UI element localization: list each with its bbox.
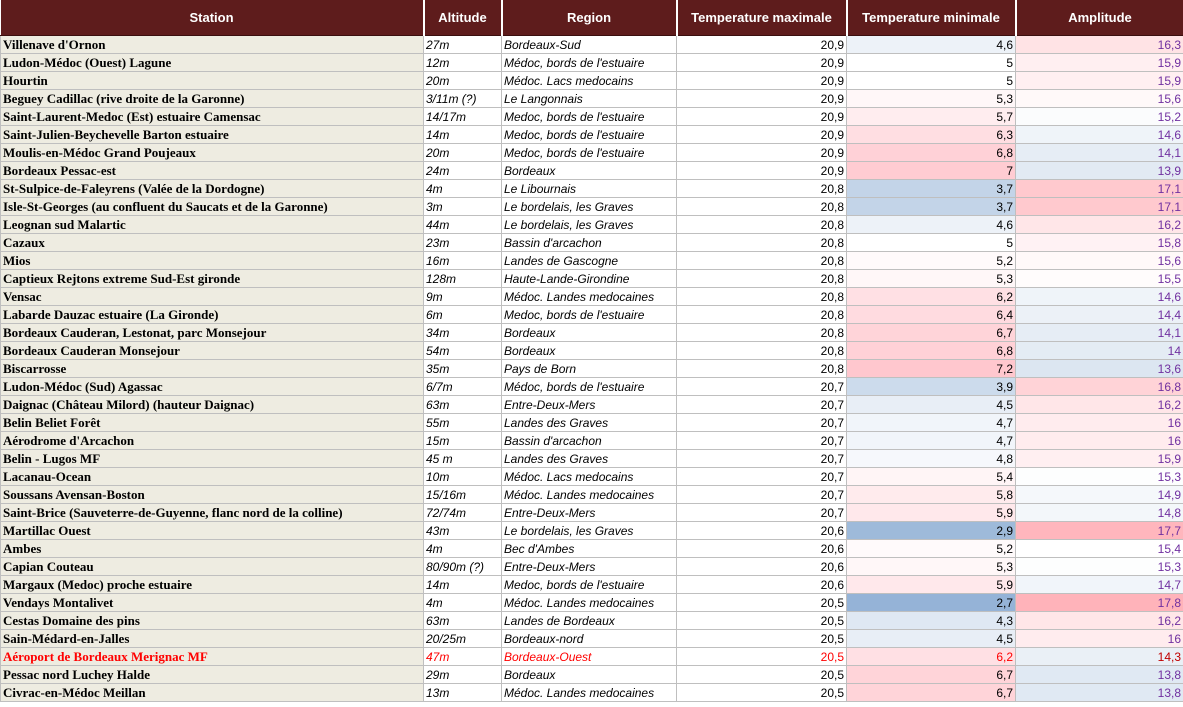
cell-temperature-max[interactable]: 20,9	[677, 144, 847, 162]
table-row	[1, 54, 1183, 72]
cell-region[interactable]: Medoc, bords de l'estuaire	[502, 306, 677, 324]
cell-amplitude[interactable]: 15,9	[1016, 450, 1183, 468]
cell-amplitude[interactable]: 15,3	[1016, 468, 1183, 486]
cell-region[interactable]: Bordeaux	[502, 162, 677, 180]
cell-region[interactable]: Landes des Graves	[502, 450, 677, 468]
table-row	[1, 684, 1183, 702]
cell-temperature-min[interactable]: 5,3	[847, 558, 1016, 576]
table-row	[1, 504, 1183, 522]
cell-altitude[interactable]: 44m	[424, 216, 502, 234]
column-header-temperature-min[interactable]: Temperature minimale	[847, 0, 1016, 36]
cell-station[interactable]: Hourtin	[1, 72, 424, 90]
cell-amplitude[interactable]: 14,1	[1016, 324, 1183, 342]
column-header-station[interactable]: Station	[1, 0, 424, 36]
cell-region[interactable]: Médoc. Landes medocaines	[502, 594, 677, 612]
table-row	[1, 126, 1183, 144]
cell-temperature-min[interactable]: 5,8	[847, 486, 1016, 504]
cell-station[interactable]: Labarde Dauzac estuaire (La Gironde)	[1, 306, 424, 324]
cell-temperature-max[interactable]: 20,7	[677, 450, 847, 468]
cell-temperature-max[interactable]: 20,8	[677, 198, 847, 216]
cell-temperature-max[interactable]: 20,7	[677, 414, 847, 432]
cell-amplitude[interactable]: 15,5	[1016, 270, 1183, 288]
cell-station[interactable]: Cestas Domaine des pins	[1, 612, 424, 630]
cell-temperature-min[interactable]: 6,2	[847, 288, 1016, 306]
cell-altitude[interactable]: 54m	[424, 342, 502, 360]
cell-station[interactable]: Daignac (Château Milord) (hauteur Daignac)	[1, 396, 424, 414]
cell-altitude[interactable]: 9m	[424, 288, 502, 306]
cell-region[interactable]: Le bordelais, les Graves	[502, 216, 677, 234]
cell-amplitude[interactable]: 14,1	[1016, 144, 1183, 162]
table-row	[1, 414, 1183, 432]
cell-temperature-max[interactable]: 20,5	[677, 594, 847, 612]
cell-station[interactable]: Beguey Cadillac (rive droite de la Garonne)	[1, 90, 424, 108]
cell-region[interactable]: Bassin d'arcachon	[502, 234, 677, 252]
cell-altitude[interactable]: 63m	[424, 396, 502, 414]
cell-region[interactable]: Médoc. Landes medocaines	[502, 288, 677, 306]
cell-amplitude[interactable]: 16	[1016, 630, 1183, 648]
table-row	[1, 378, 1183, 396]
table-row	[1, 144, 1183, 162]
cell-amplitude[interactable]: 14,8	[1016, 504, 1183, 522]
table-row	[1, 252, 1183, 270]
cell-temperature-min[interactable]: 7,2	[847, 360, 1016, 378]
cell-altitude[interactable]: 13m	[424, 684, 502, 702]
table-row	[1, 180, 1183, 198]
cell-region[interactable]: Entre-Deux-Mers	[502, 504, 677, 522]
cell-amplitude[interactable]: 14,4	[1016, 306, 1183, 324]
cell-amplitude[interactable]: 14,6	[1016, 126, 1183, 144]
cell-temperature-max[interactable]: 20,7	[677, 486, 847, 504]
cell-temperature-max[interactable]: 20,8	[677, 216, 847, 234]
cell-region[interactable]: Landes de Gascogne	[502, 252, 677, 270]
cell-amplitude[interactable]: 15,9	[1016, 72, 1183, 90]
table-row	[1, 342, 1183, 360]
table-row	[1, 288, 1183, 306]
cell-region[interactable]: Bordeaux-nord	[502, 630, 677, 648]
cell-altitude[interactable]: 27m	[424, 36, 502, 54]
cell-temperature-max[interactable]: 20,7	[677, 468, 847, 486]
cell-region[interactable]: Bec d'Ambes	[502, 540, 677, 558]
cell-temperature-max[interactable]: 20,9	[677, 72, 847, 90]
table-row	[1, 162, 1183, 180]
cell-temperature-min[interactable]: 5	[847, 54, 1016, 72]
cell-amplitude[interactable]: 13,9	[1016, 162, 1183, 180]
table-row	[1, 630, 1183, 648]
table-row	[1, 522, 1183, 540]
cell-station[interactable]: Belin Beliet Forêt	[1, 414, 424, 432]
cell-region[interactable]: Médoc, bords de l'estuaire	[502, 378, 677, 396]
cell-region[interactable]: Bordeaux-Sud	[502, 36, 677, 54]
cell-temperature-max[interactable]: 20,6	[677, 540, 847, 558]
cell-region[interactable]: Bordeaux	[502, 342, 677, 360]
cell-station[interactable]: Ambes	[1, 540, 424, 558]
cell-station[interactable]: Margaux (Medoc) proche estuaire	[1, 576, 424, 594]
cell-region[interactable]: Bordeaux-Ouest	[502, 648, 677, 666]
cell-temperature-min[interactable]: 4,5	[847, 396, 1016, 414]
cell-temperature-min[interactable]: 5,7	[847, 108, 1016, 126]
cell-temperature-min[interactable]: 5,2	[847, 252, 1016, 270]
table-row	[1, 432, 1183, 450]
cell-temperature-max[interactable]: 20,8	[677, 288, 847, 306]
cell-altitude[interactable]: 20m	[424, 72, 502, 90]
table-row	[1, 666, 1183, 684]
cell-altitude[interactable]: 24m	[424, 162, 502, 180]
cell-temperature-max[interactable]: 20,7	[677, 378, 847, 396]
cell-station[interactable]: Villenave d'Ornon	[1, 36, 424, 54]
table-row	[1, 468, 1183, 486]
cell-station[interactable]: Saint-Brice (Sauveterre-de-Guyenne, flanc nord de la colline)	[1, 504, 424, 522]
cell-temperature-max[interactable]: 20,8	[677, 270, 847, 288]
cell-temperature-max[interactable]: 20,9	[677, 36, 847, 54]
cell-temperature-max[interactable]: 20,9	[677, 162, 847, 180]
cell-region[interactable]: Haute-Lande-Girondine	[502, 270, 677, 288]
cell-amplitude[interactable]: 16,2	[1016, 216, 1183, 234]
cell-altitude[interactable]: 12m	[424, 54, 502, 72]
cell-station[interactable]: Belin - Lugos MF	[1, 450, 424, 468]
cell-altitude[interactable]: 80/90m (?)	[424, 558, 502, 576]
cell-station[interactable]: Civrac-en-Médoc Meillan	[1, 684, 424, 702]
cell-region[interactable]: Le bordelais, les Graves	[502, 198, 677, 216]
cell-temperature-max[interactable]: 20,9	[677, 90, 847, 108]
cell-temperature-min[interactable]: 3,9	[847, 378, 1016, 396]
cell-temperature-max[interactable]: 20,8	[677, 306, 847, 324]
cell-region[interactable]: Bordeaux	[502, 666, 677, 684]
cell-station[interactable]: Lacanau-Ocean	[1, 468, 424, 486]
cell-altitude[interactable]: 23m	[424, 234, 502, 252]
cell-temperature-max[interactable]: 20,9	[677, 54, 847, 72]
cell-temperature-max[interactable]: 20,5	[677, 630, 847, 648]
cell-station[interactable]: Vendays Montalivet	[1, 594, 424, 612]
cell-temperature-min[interactable]: 4,7	[847, 432, 1016, 450]
cell-amplitude[interactable]: 14,6	[1016, 288, 1183, 306]
cell-station[interactable]: Sain-Médard-en-Jalles	[1, 630, 424, 648]
cell-temperature-max[interactable]: 20,7	[677, 504, 847, 522]
cell-station[interactable]: Saint-Laurent-Medoc (Est) estuaire Camensac	[1, 108, 424, 126]
cell-temperature-min[interactable]: 5,9	[847, 504, 1016, 522]
table-row	[1, 90, 1183, 108]
cell-station[interactable]: Leognan sud Malartic	[1, 216, 424, 234]
cell-amplitude[interactable]: 16	[1016, 432, 1183, 450]
cell-temperature-max[interactable]: 20,8	[677, 180, 847, 198]
cell-temperature-max[interactable]: 20,5	[677, 648, 847, 666]
cell-station[interactable]: Bordeaux Cauderan Monsejour	[1, 342, 424, 360]
cell-station[interactable]: Martillac Ouest	[1, 522, 424, 540]
table-row	[1, 270, 1183, 288]
cell-temperature-min[interactable]: 6,7	[847, 324, 1016, 342]
cell-region[interactable]: Medoc, bords de l'estuaire	[502, 126, 677, 144]
cell-altitude[interactable]: 20m	[424, 144, 502, 162]
cell-station[interactable]: Pessac nord Luchey Halde	[1, 666, 424, 684]
cell-station[interactable]: Saint-Julien-Beychevelle Barton estuaire	[1, 126, 424, 144]
cell-amplitude[interactable]: 13,8	[1016, 684, 1183, 702]
cell-altitude[interactable]: 29m	[424, 666, 502, 684]
cell-temperature-max[interactable]: 20,5	[677, 612, 847, 630]
cell-region[interactable]: Médoc. Landes medocaines	[502, 684, 677, 702]
column-header-region[interactable]: Region	[502, 0, 677, 36]
cell-temperature-min[interactable]: 4,6	[847, 216, 1016, 234]
cell-altitude[interactable]: 43m	[424, 522, 502, 540]
cell-temperature-min[interactable]: 3,7	[847, 180, 1016, 198]
cell-station[interactable]: Biscarrosse	[1, 360, 424, 378]
cell-region[interactable]: Médoc. Lacs medocains	[502, 468, 677, 486]
table-row	[1, 324, 1183, 342]
cell-temperature-min[interactable]: 2,9	[847, 522, 1016, 540]
cell-amplitude[interactable]: 15,3	[1016, 558, 1183, 576]
cell-region[interactable]: Landes des Graves	[502, 414, 677, 432]
cell-temperature-min[interactable]: 4,3	[847, 612, 1016, 630]
cell-region[interactable]: Entre-Deux-Mers	[502, 558, 677, 576]
cell-region[interactable]: Medoc, bords de l'estuaire	[502, 576, 677, 594]
cell-temperature-max[interactable]: 20,8	[677, 252, 847, 270]
cell-amplitude[interactable]: 15,6	[1016, 252, 1183, 270]
cell-temperature-max[interactable]: 20,9	[677, 108, 847, 126]
cell-altitude[interactable]: 15/16m	[424, 486, 502, 504]
cell-temperature-max[interactable]: 20,8	[677, 342, 847, 360]
cell-temperature-max[interactable]: 20,5	[677, 666, 847, 684]
cell-temperature-min[interactable]: 5,3	[847, 270, 1016, 288]
cell-station[interactable]: Bordeaux Pessac-est	[1, 162, 424, 180]
cell-amplitude[interactable]: 15,4	[1016, 540, 1183, 558]
cell-amplitude[interactable]: 17,1	[1016, 180, 1183, 198]
cell-region[interactable]: Landes de Bordeaux	[502, 612, 677, 630]
cell-altitude[interactable]: 4m	[424, 180, 502, 198]
column-header-amplitude[interactable]: Amplitude	[1016, 0, 1183, 36]
cell-temperature-min[interactable]: 5,2	[847, 540, 1016, 558]
cell-altitude[interactable]: 14m	[424, 576, 502, 594]
table-row	[1, 216, 1183, 234]
table-row	[1, 486, 1183, 504]
cell-altitude[interactable]: 45 m	[424, 450, 502, 468]
cell-temperature-max[interactable]: 20,8	[677, 360, 847, 378]
cell-temperature-min[interactable]: 6,3	[847, 126, 1016, 144]
cell-station[interactable]: Bordeaux Cauderan, Lestonat, parc Monsejour	[1, 324, 424, 342]
cell-altitude[interactable]: 20/25m	[424, 630, 502, 648]
cell-altitude[interactable]: 35m	[424, 360, 502, 378]
table-row	[1, 36, 1183, 54]
cell-region[interactable]: Entre-Deux-Mers	[502, 396, 677, 414]
cell-altitude[interactable]: 6/7m	[424, 378, 502, 396]
table-row	[1, 306, 1183, 324]
cell-station[interactable]: Ludon-Médoc (Sud) Agassac	[1, 378, 424, 396]
table-row	[1, 396, 1183, 414]
cell-amplitude[interactable]: 14,7	[1016, 576, 1183, 594]
cell-temperature-min[interactable]: 6,7	[847, 684, 1016, 702]
cell-altitude[interactable]: 10m	[424, 468, 502, 486]
cell-amplitude[interactable]: 16,2	[1016, 396, 1183, 414]
cell-station[interactable]: Aérodrome d'Arcachon	[1, 432, 424, 450]
cell-station[interactable]: Cazaux	[1, 234, 424, 252]
cell-station[interactable]: Ludon-Médoc (Ouest) Lagune	[1, 54, 424, 72]
cell-temperature-max[interactable]: 20,6	[677, 576, 847, 594]
cell-region[interactable]: Bordeaux	[502, 324, 677, 342]
cell-temperature-min[interactable]: 4,6	[847, 36, 1016, 54]
cell-temperature-min[interactable]: 5,3	[847, 90, 1016, 108]
cell-altitude[interactable]: 3/11m (?)	[424, 90, 502, 108]
cell-altitude[interactable]: 6m	[424, 306, 502, 324]
cell-region[interactable]: Medoc, bords de l'estuaire	[502, 144, 677, 162]
cell-temperature-min[interactable]: 6,7	[847, 666, 1016, 684]
cell-amplitude[interactable]: 16,8	[1016, 378, 1183, 396]
cell-station[interactable]: St-Sulpice-de-Faleyrens (Valée de la Dordogne)	[1, 180, 424, 198]
cell-station[interactable]: Isle-St-Georges (au confluent du Saucats et de la Garonne)	[1, 198, 424, 216]
cell-station[interactable]: Aéroport de Bordeaux Merignac MF	[1, 648, 424, 666]
cell-altitude[interactable]: 15m	[424, 432, 502, 450]
cell-temperature-max[interactable]: 20,6	[677, 558, 847, 576]
cell-station[interactable]: Capian Couteau	[1, 558, 424, 576]
cell-temperature-min[interactable]: 6,4	[847, 306, 1016, 324]
table-row	[1, 648, 1183, 666]
cell-amplitude[interactable]: 16,3	[1016, 36, 1183, 54]
table-row	[1, 594, 1183, 612]
cell-temperature-min[interactable]: 5,9	[847, 576, 1016, 594]
cell-region[interactable]: Bassin d'arcachon	[502, 432, 677, 450]
cell-temperature-max[interactable]: 20,6	[677, 522, 847, 540]
table-row	[1, 234, 1183, 252]
cell-region[interactable]: Le bordelais, les Graves	[502, 522, 677, 540]
cell-altitude[interactable]: 4m	[424, 594, 502, 612]
cell-amplitude[interactable]: 16,2	[1016, 612, 1183, 630]
column-header-altitude[interactable]: Altitude	[424, 0, 502, 36]
cell-altitude[interactable]: 34m	[424, 324, 502, 342]
cell-temperature-min[interactable]: 4,5	[847, 630, 1016, 648]
cell-temperature-max[interactable]: 20,5	[677, 684, 847, 702]
table-row	[1, 612, 1183, 630]
cell-temperature-max[interactable]: 20,9	[677, 126, 847, 144]
cell-altitude[interactable]: 55m	[424, 414, 502, 432]
cell-temperature-min[interactable]: 5	[847, 72, 1016, 90]
cell-temperature-min[interactable]: 6,8	[847, 144, 1016, 162]
cell-temperature-min[interactable]: 4,7	[847, 414, 1016, 432]
cell-altitude[interactable]: 16m	[424, 252, 502, 270]
column-header-temperature-max[interactable]: Temperature maximale	[677, 0, 847, 36]
cell-region[interactable]: Pays de Born	[502, 360, 677, 378]
cell-station[interactable]: Moulis-en-Médoc Grand Poujeaux	[1, 144, 424, 162]
cell-region[interactable]: Medoc, bords de l'estuaire	[502, 108, 677, 126]
cell-amplitude[interactable]: 14	[1016, 342, 1183, 360]
table-row	[1, 450, 1183, 468]
header-row	[1, 0, 1183, 36]
cell-temperature-max[interactable]: 20,7	[677, 396, 847, 414]
cell-amplitude[interactable]: 15,9	[1016, 54, 1183, 72]
cell-altitude[interactable]: 14/17m	[424, 108, 502, 126]
cell-altitude[interactable]: 63m	[424, 612, 502, 630]
table-row	[1, 198, 1183, 216]
cell-amplitude[interactable]: 15,6	[1016, 90, 1183, 108]
table-row	[1, 540, 1183, 558]
cell-region[interactable]: Le Langonnais	[502, 90, 677, 108]
cell-altitude[interactable]: 3m	[424, 198, 502, 216]
cell-temperature-max[interactable]: 20,7	[677, 432, 847, 450]
cell-amplitude[interactable]: 13,8	[1016, 666, 1183, 684]
cell-altitude[interactable]: 47m	[424, 648, 502, 666]
cell-altitude[interactable]: 72/74m	[424, 504, 502, 522]
cell-amplitude[interactable]: 15,2	[1016, 108, 1183, 126]
cell-region[interactable]: Médoc, bords de l'estuaire	[502, 54, 677, 72]
cell-station[interactable]: Vensac	[1, 288, 424, 306]
cell-temperature-max[interactable]: 20,8	[677, 324, 847, 342]
cell-altitude[interactable]: 4m	[424, 540, 502, 558]
cell-temperature-min[interactable]: 6,2	[847, 648, 1016, 666]
table-row	[1, 72, 1183, 90]
cell-temperature-min[interactable]: 7	[847, 162, 1016, 180]
cell-region[interactable]: Le Libournais	[502, 180, 677, 198]
cell-altitude[interactable]: 14m	[424, 126, 502, 144]
cell-region[interactable]: Médoc. Landes medocaines	[502, 486, 677, 504]
cell-amplitude[interactable]: 17,8	[1016, 594, 1183, 612]
table-row	[1, 558, 1183, 576]
cell-altitude[interactable]: 128m	[424, 270, 502, 288]
cell-temperature-min[interactable]: 3,7	[847, 198, 1016, 216]
table-row	[1, 108, 1183, 126]
cell-amplitude[interactable]: 13,6	[1016, 360, 1183, 378]
cell-region[interactable]: Médoc. Lacs medocains	[502, 72, 677, 90]
cell-amplitude[interactable]: 17,1	[1016, 198, 1183, 216]
cell-temperature-min[interactable]: 2,7	[847, 594, 1016, 612]
cell-amplitude[interactable]: 16	[1016, 414, 1183, 432]
cell-temperature-min[interactable]: 6,8	[847, 342, 1016, 360]
cell-station[interactable]: Mios	[1, 252, 424, 270]
cell-station[interactable]: Soussans Avensan-Boston	[1, 486, 424, 504]
table-row	[1, 576, 1183, 594]
table-row	[1, 360, 1183, 378]
cell-amplitude[interactable]: 15,8	[1016, 234, 1183, 252]
cell-amplitude[interactable]: 14,3	[1016, 648, 1183, 666]
cell-station[interactable]: Captieux Rejtons extreme Sud-Est gironde	[1, 270, 424, 288]
cell-temperature-min[interactable]: 5	[847, 234, 1016, 252]
cell-amplitude[interactable]: 14,9	[1016, 486, 1183, 504]
cell-temperature-min[interactable]: 4,8	[847, 450, 1016, 468]
cell-temperature-max[interactable]: 20,8	[677, 234, 847, 252]
cell-amplitude[interactable]: 17,7	[1016, 522, 1183, 540]
cell-temperature-min[interactable]: 5,4	[847, 468, 1016, 486]
